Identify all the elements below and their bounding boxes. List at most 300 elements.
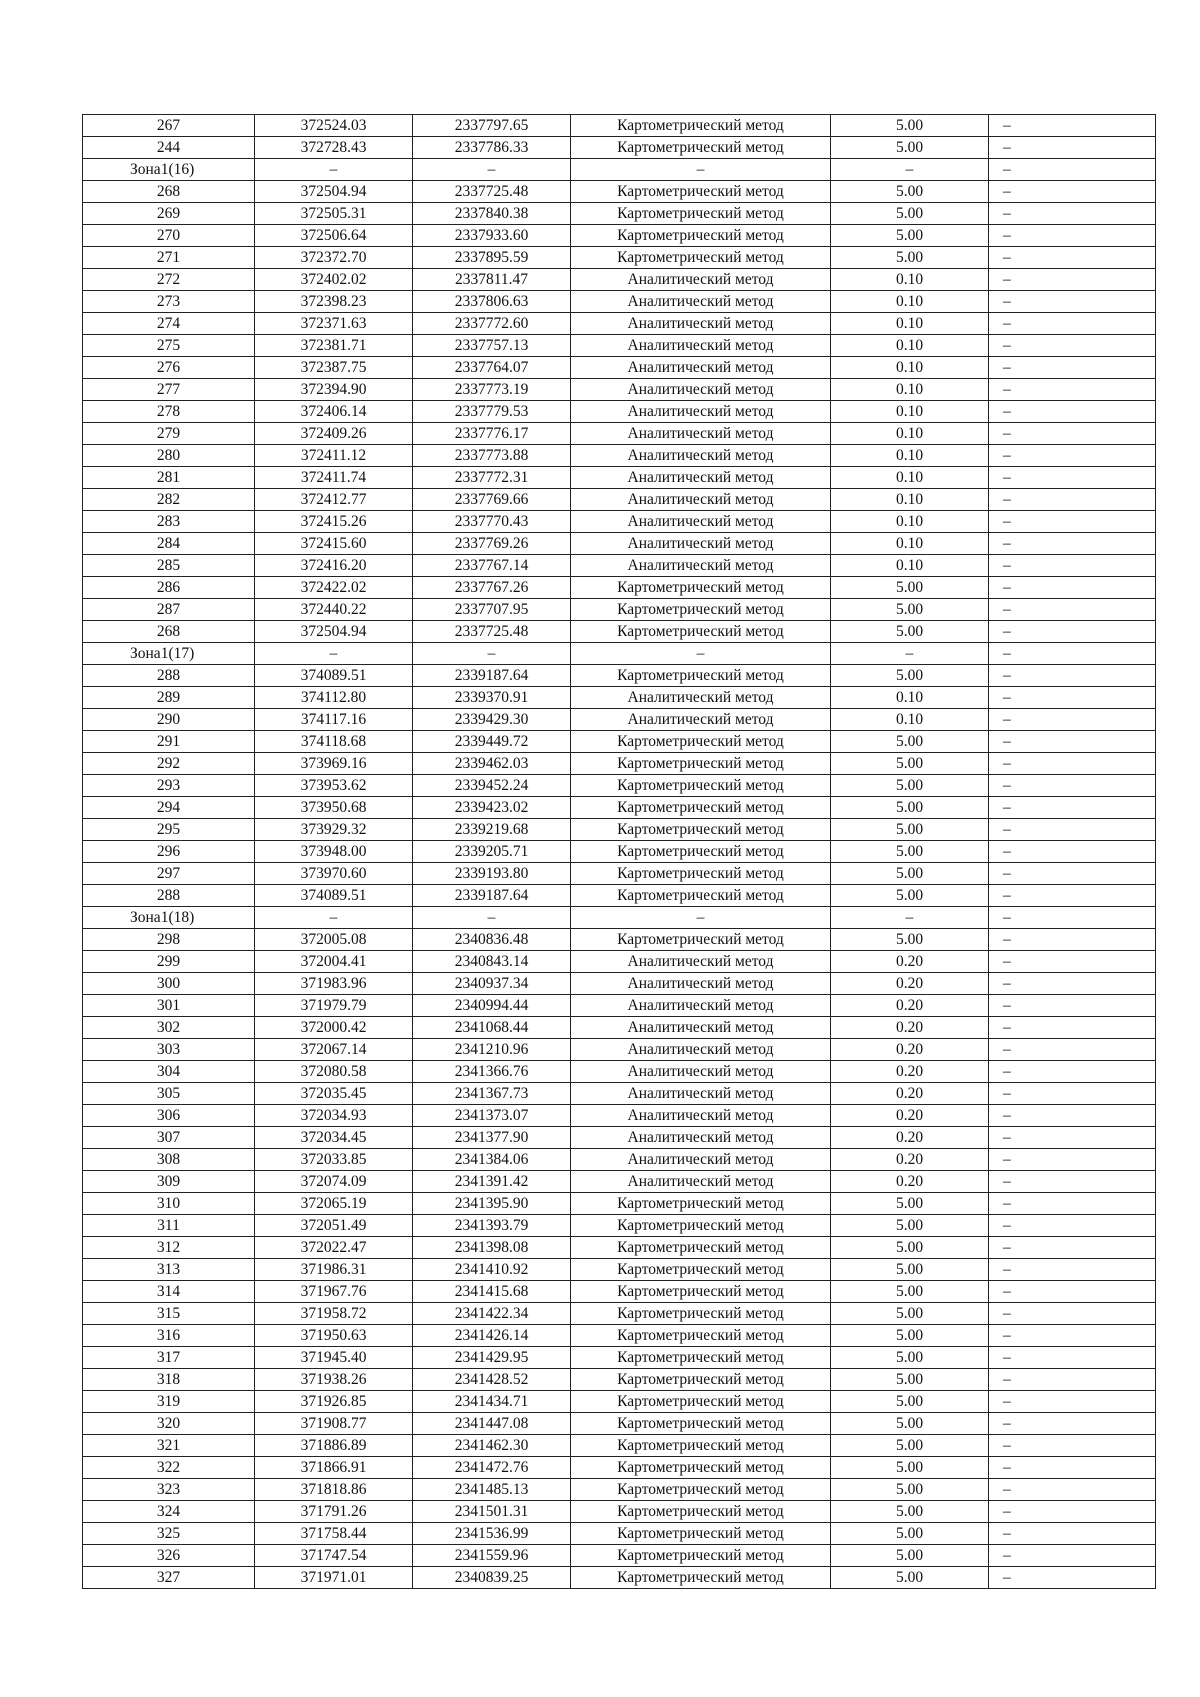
- method-cell: Аналитический метод: [571, 951, 831, 973]
- accuracy-cell: 5.00: [831, 1237, 989, 1259]
- description-cell: –: [989, 1215, 1156, 1237]
- x-coordinate-cell: 372415.26: [255, 511, 413, 533]
- accuracy-cell: 5.00: [831, 599, 989, 621]
- description-cell: –: [989, 1083, 1156, 1105]
- method-cell: Картометрический метод: [571, 1193, 831, 1215]
- point-number-cell: 274: [83, 313, 255, 335]
- table-row: [83, 1501, 1156, 1523]
- table-row: [83, 489, 1156, 511]
- table-row: [83, 797, 1156, 819]
- description-cell: –: [989, 313, 1156, 335]
- x-coordinate-cell: 372080.58: [255, 1061, 413, 1083]
- description-cell: –: [989, 929, 1156, 951]
- y-coordinate-cell: 2340836.48: [413, 929, 571, 951]
- description-cell: –: [989, 335, 1156, 357]
- point-number-cell: 317: [83, 1347, 255, 1369]
- method-cell: Аналитический метод: [571, 1017, 831, 1039]
- table-row: [83, 1391, 1156, 1413]
- x-coordinate-cell: 372372.70: [255, 247, 413, 269]
- method-cell: Картометрический метод: [571, 1259, 831, 1281]
- document-page: [82, 114, 1156, 1589]
- method-cell: Картометрический метод: [571, 1567, 831, 1589]
- point-number-cell: 312: [83, 1237, 255, 1259]
- x-coordinate-cell: 371747.54: [255, 1545, 413, 1567]
- point-number-cell: 277: [83, 379, 255, 401]
- x-coordinate-cell: 371926.85: [255, 1391, 413, 1413]
- method-cell: Аналитический метод: [571, 995, 831, 1017]
- table-row: [83, 621, 1156, 643]
- method-cell: Аналитический метод: [571, 555, 831, 577]
- y-coordinate-cell: 2341485.13: [413, 1479, 571, 1501]
- table-row: [83, 269, 1156, 291]
- x-coordinate-cell: 372005.08: [255, 929, 413, 951]
- accuracy-cell: 0.10: [831, 533, 989, 555]
- description-cell: –: [989, 1457, 1156, 1479]
- accuracy-cell: 0.10: [831, 401, 989, 423]
- table-row: [83, 181, 1156, 203]
- x-coordinate-cell: 371791.26: [255, 1501, 413, 1523]
- table-row: [83, 511, 1156, 533]
- method-cell: Аналитический метод: [571, 533, 831, 555]
- accuracy-cell: 0.20: [831, 1127, 989, 1149]
- point-number-cell: 310: [83, 1193, 255, 1215]
- method-cell: Картометрический метод: [571, 797, 831, 819]
- method-cell: Аналитический метод: [571, 269, 831, 291]
- accuracy-cell: 5.00: [831, 203, 989, 225]
- table-row: [83, 973, 1156, 995]
- point-number-cell: 290: [83, 709, 255, 731]
- y-coordinate-cell: 2337770.43: [413, 511, 571, 533]
- table-row: [83, 1523, 1156, 1545]
- accuracy-cell: 5.00: [831, 1413, 989, 1435]
- table-row: [83, 1545, 1156, 1567]
- accuracy-cell: 5.00: [831, 797, 989, 819]
- accuracy-cell: 5.00: [831, 137, 989, 159]
- table-row: [83, 665, 1156, 687]
- description-cell: –: [989, 819, 1156, 841]
- accuracy-cell: 5.00: [831, 1435, 989, 1457]
- method-cell: Аналитический метод: [571, 1039, 831, 1061]
- y-coordinate-cell: 2340839.25: [413, 1567, 571, 1589]
- description-cell: –: [989, 1479, 1156, 1501]
- point-number-cell: 300: [83, 973, 255, 995]
- point-number-cell: 270: [83, 225, 255, 247]
- x-coordinate-cell: 372422.02: [255, 577, 413, 599]
- x-coordinate-cell: 372728.43: [255, 137, 413, 159]
- accuracy-cell: 0.10: [831, 379, 989, 401]
- table-row: [83, 1369, 1156, 1391]
- point-number-cell: Зона1(18): [83, 907, 255, 929]
- x-coordinate-cell: –: [255, 159, 413, 181]
- description-cell: –: [989, 1303, 1156, 1325]
- x-coordinate-cell: 372004.41: [255, 951, 413, 973]
- y-coordinate-cell: 2337840.38: [413, 203, 571, 225]
- description-cell: –: [989, 247, 1156, 269]
- point-number-cell: 318: [83, 1369, 255, 1391]
- point-number-cell: 287: [83, 599, 255, 621]
- x-coordinate-cell: 372381.71: [255, 335, 413, 357]
- description-cell: –: [989, 1325, 1156, 1347]
- point-number-cell: 282: [83, 489, 255, 511]
- x-coordinate-cell: 371979.79: [255, 995, 413, 1017]
- accuracy-cell: 0.10: [831, 467, 989, 489]
- method-cell: Картометрический метод: [571, 1215, 831, 1237]
- x-coordinate-cell: 372440.22: [255, 599, 413, 621]
- method-cell: Картометрический метод: [571, 1347, 831, 1369]
- y-coordinate-cell: 2339462.03: [413, 753, 571, 775]
- table-body: [83, 115, 1156, 1589]
- description-cell: –: [989, 621, 1156, 643]
- table-row: [83, 1237, 1156, 1259]
- point-number-cell: 288: [83, 885, 255, 907]
- accuracy-cell: 0.10: [831, 313, 989, 335]
- accuracy-cell: 5.00: [831, 929, 989, 951]
- accuracy-cell: 5.00: [831, 1215, 989, 1237]
- y-coordinate-cell: 2339370.91: [413, 687, 571, 709]
- y-coordinate-cell: 2337776.17: [413, 423, 571, 445]
- y-coordinate-cell: 2337933.60: [413, 225, 571, 247]
- point-number-cell: 298: [83, 929, 255, 951]
- x-coordinate-cell: 372411.74: [255, 467, 413, 489]
- table-row: [83, 1171, 1156, 1193]
- description-cell: –: [989, 1545, 1156, 1567]
- y-coordinate-cell: 2337725.48: [413, 181, 571, 203]
- table-row: [83, 1193, 1156, 1215]
- table-row: [83, 819, 1156, 841]
- y-coordinate-cell: 2339193.80: [413, 863, 571, 885]
- method-cell: Картометрический метод: [571, 1457, 831, 1479]
- description-cell: –: [989, 225, 1156, 247]
- table-row: [83, 863, 1156, 885]
- x-coordinate-cell: 372065.19: [255, 1193, 413, 1215]
- table-row: [83, 533, 1156, 555]
- x-coordinate-cell: –: [255, 907, 413, 929]
- y-coordinate-cell: 2337786.33: [413, 137, 571, 159]
- y-coordinate-cell: 2341210.96: [413, 1039, 571, 1061]
- x-coordinate-cell: 373950.68: [255, 797, 413, 819]
- description-cell: –: [989, 533, 1156, 555]
- description-cell: –: [989, 423, 1156, 445]
- method-cell: Аналитический метод: [571, 313, 831, 335]
- method-cell: Аналитический метод: [571, 467, 831, 489]
- description-cell: –: [989, 687, 1156, 709]
- description-cell: –: [989, 401, 1156, 423]
- description-cell: –: [989, 1259, 1156, 1281]
- table-row: [83, 1127, 1156, 1149]
- accuracy-cell: 5.00: [831, 247, 989, 269]
- point-number-cell: 286: [83, 577, 255, 599]
- method-cell: Картометрический метод: [571, 863, 831, 885]
- accuracy-cell: 5.00: [831, 1193, 989, 1215]
- method-cell: Картометрический метод: [571, 1391, 831, 1413]
- accuracy-cell: 0.20: [831, 1171, 989, 1193]
- accuracy-cell: 5.00: [831, 819, 989, 841]
- x-coordinate-cell: 372406.14: [255, 401, 413, 423]
- description-cell: –: [989, 203, 1156, 225]
- y-coordinate-cell: 2337764.07: [413, 357, 571, 379]
- table-row: [83, 1061, 1156, 1083]
- point-number-cell: Зона1(16): [83, 159, 255, 181]
- description-cell: –: [989, 291, 1156, 313]
- table-row: [83, 335, 1156, 357]
- y-coordinate-cell: 2341393.79: [413, 1215, 571, 1237]
- accuracy-cell: 5.00: [831, 621, 989, 643]
- accuracy-cell: 0.10: [831, 423, 989, 445]
- method-cell: Аналитический метод: [571, 1061, 831, 1083]
- x-coordinate-cell: 372416.20: [255, 555, 413, 577]
- accuracy-cell: 0.10: [831, 709, 989, 731]
- point-number-cell: 289: [83, 687, 255, 709]
- method-cell: Картометрический метод: [571, 1435, 831, 1457]
- method-cell: –: [571, 159, 831, 181]
- y-coordinate-cell: 2337773.19: [413, 379, 571, 401]
- x-coordinate-cell: 372504.94: [255, 621, 413, 643]
- point-number-cell: 284: [83, 533, 255, 555]
- accuracy-cell: 5.00: [831, 1281, 989, 1303]
- method-cell: –: [571, 907, 831, 929]
- accuracy-cell: 0.10: [831, 555, 989, 577]
- x-coordinate-cell: 373929.32: [255, 819, 413, 841]
- description-cell: –: [989, 599, 1156, 621]
- table-row: [83, 203, 1156, 225]
- x-coordinate-cell: 372000.42: [255, 1017, 413, 1039]
- method-cell: Картометрический метод: [571, 775, 831, 797]
- accuracy-cell: 5.00: [831, 1523, 989, 1545]
- point-number-cell: 273: [83, 291, 255, 313]
- x-coordinate-cell: 371866.91: [255, 1457, 413, 1479]
- x-coordinate-cell: 371971.01: [255, 1567, 413, 1589]
- y-coordinate-cell: 2341462.30: [413, 1435, 571, 1457]
- point-number-cell: 316: [83, 1325, 255, 1347]
- description-cell: –: [989, 775, 1156, 797]
- x-coordinate-cell: 372034.93: [255, 1105, 413, 1127]
- accuracy-cell: 0.20: [831, 1039, 989, 1061]
- accuracy-cell: 0.10: [831, 511, 989, 533]
- point-number-cell: 313: [83, 1259, 255, 1281]
- method-cell: Картометрический метод: [571, 819, 831, 841]
- y-coordinate-cell: 2341395.90: [413, 1193, 571, 1215]
- x-coordinate-cell: 371958.72: [255, 1303, 413, 1325]
- accuracy-cell: 0.20: [831, 973, 989, 995]
- description-cell: –: [989, 1149, 1156, 1171]
- table-row: [83, 423, 1156, 445]
- description-cell: –: [989, 137, 1156, 159]
- point-number-cell: 288: [83, 665, 255, 687]
- accuracy-cell: 5.00: [831, 1567, 989, 1589]
- description-cell: –: [989, 1105, 1156, 1127]
- point-number-cell: 268: [83, 621, 255, 643]
- accuracy-cell: 0.20: [831, 951, 989, 973]
- description-cell: –: [989, 643, 1156, 665]
- x-coordinate-cell: 374117.16: [255, 709, 413, 731]
- zone-header-row: [83, 643, 1156, 665]
- y-coordinate-cell: 2337707.95: [413, 599, 571, 621]
- method-cell: Картометрический метод: [571, 137, 831, 159]
- y-coordinate-cell: 2341429.95: [413, 1347, 571, 1369]
- method-cell: Картометрический метод: [571, 1303, 831, 1325]
- description-cell: –: [989, 1391, 1156, 1413]
- point-number-cell: 294: [83, 797, 255, 819]
- method-cell: Картометрический метод: [571, 753, 831, 775]
- point-number-cell: 292: [83, 753, 255, 775]
- x-coordinate-cell: 372409.26: [255, 423, 413, 445]
- y-coordinate-cell: 2339452.24: [413, 775, 571, 797]
- point-number-cell: 283: [83, 511, 255, 533]
- description-cell: –: [989, 1523, 1156, 1545]
- x-coordinate-cell: 372398.23: [255, 291, 413, 313]
- description-cell: –: [989, 379, 1156, 401]
- y-coordinate-cell: 2341426.14: [413, 1325, 571, 1347]
- accuracy-cell: –: [831, 907, 989, 929]
- accuracy-cell: 5.00: [831, 863, 989, 885]
- x-coordinate-cell: 371950.63: [255, 1325, 413, 1347]
- table-row: [83, 1413, 1156, 1435]
- point-number-cell: 280: [83, 445, 255, 467]
- point-number-cell: 304: [83, 1061, 255, 1083]
- method-cell: Картометрический метод: [571, 841, 831, 863]
- y-coordinate-cell: 2337725.48: [413, 621, 571, 643]
- point-number-cell: 295: [83, 819, 255, 841]
- table-row: [83, 291, 1156, 313]
- y-coordinate-cell: 2337895.59: [413, 247, 571, 269]
- method-cell: Аналитический метод: [571, 489, 831, 511]
- description-cell: –: [989, 1281, 1156, 1303]
- accuracy-cell: 5.00: [831, 841, 989, 863]
- method-cell: Аналитический метод: [571, 1171, 831, 1193]
- description-cell: –: [989, 1369, 1156, 1391]
- point-number-cell: 291: [83, 731, 255, 753]
- description-cell: –: [989, 445, 1156, 467]
- y-coordinate-cell: 2337811.47: [413, 269, 571, 291]
- x-coordinate-cell: 373948.00: [255, 841, 413, 863]
- accuracy-cell: 5.00: [831, 225, 989, 247]
- description-cell: –: [989, 467, 1156, 489]
- point-number-cell: 271: [83, 247, 255, 269]
- x-coordinate-cell: 372033.85: [255, 1149, 413, 1171]
- description-cell: –: [989, 1127, 1156, 1149]
- table-row: [83, 709, 1156, 731]
- y-coordinate-cell: 2341422.34: [413, 1303, 571, 1325]
- accuracy-cell: 5.00: [831, 577, 989, 599]
- accuracy-cell: 5.00: [831, 1457, 989, 1479]
- point-number-cell: 272: [83, 269, 255, 291]
- table-row: [83, 1567, 1156, 1589]
- description-cell: –: [989, 907, 1156, 929]
- accuracy-cell: 5.00: [831, 665, 989, 687]
- x-coordinate-cell: 373953.62: [255, 775, 413, 797]
- table-row: [83, 137, 1156, 159]
- description-cell: –: [989, 731, 1156, 753]
- point-number-cell: 275: [83, 335, 255, 357]
- description-cell: –: [989, 1435, 1156, 1457]
- y-coordinate-cell: 2339423.02: [413, 797, 571, 819]
- point-number-cell: 309: [83, 1171, 255, 1193]
- description-cell: –: [989, 115, 1156, 137]
- point-number-cell: 315: [83, 1303, 255, 1325]
- description-cell: –: [989, 709, 1156, 731]
- y-coordinate-cell: 2337772.60: [413, 313, 571, 335]
- method-cell: Картометрический метод: [571, 1369, 831, 1391]
- y-coordinate-cell: 2341366.76: [413, 1061, 571, 1083]
- point-number-cell: Зона1(17): [83, 643, 255, 665]
- y-coordinate-cell: –: [413, 159, 571, 181]
- x-coordinate-cell: 372506.64: [255, 225, 413, 247]
- description-cell: –: [989, 1017, 1156, 1039]
- y-coordinate-cell: 2339219.68: [413, 819, 571, 841]
- y-coordinate-cell: 2337757.13: [413, 335, 571, 357]
- method-cell: Картометрический метод: [571, 1479, 831, 1501]
- x-coordinate-cell: 374089.51: [255, 885, 413, 907]
- point-number-cell: 301: [83, 995, 255, 1017]
- method-cell: Аналитический метод: [571, 511, 831, 533]
- description-cell: –: [989, 951, 1156, 973]
- y-coordinate-cell: 2337767.26: [413, 577, 571, 599]
- y-coordinate-cell: 2340994.44: [413, 995, 571, 1017]
- point-number-cell: 306: [83, 1105, 255, 1127]
- method-cell: Картометрический метод: [571, 731, 831, 753]
- description-cell: –: [989, 665, 1156, 687]
- y-coordinate-cell: 2341559.96: [413, 1545, 571, 1567]
- method-cell: Картометрический метод: [571, 665, 831, 687]
- method-cell: Картометрический метод: [571, 1501, 831, 1523]
- description-cell: –: [989, 159, 1156, 181]
- method-cell: Аналитический метод: [571, 357, 831, 379]
- y-coordinate-cell: 2337797.65: [413, 115, 571, 137]
- accuracy-cell: 0.10: [831, 445, 989, 467]
- x-coordinate-cell: 373969.16: [255, 753, 413, 775]
- point-number-cell: 293: [83, 775, 255, 797]
- table-row: [83, 1083, 1156, 1105]
- x-coordinate-cell: 373970.60: [255, 863, 413, 885]
- point-number-cell: 244: [83, 137, 255, 159]
- accuracy-cell: 0.20: [831, 1083, 989, 1105]
- method-cell: –: [571, 643, 831, 665]
- accuracy-cell: 0.10: [831, 269, 989, 291]
- method-cell: Картометрический метод: [571, 115, 831, 137]
- method-cell: Картометрический метод: [571, 225, 831, 247]
- y-coordinate-cell: 2337769.26: [413, 533, 571, 555]
- point-number-cell: 319: [83, 1391, 255, 1413]
- x-coordinate-cell: 372504.94: [255, 181, 413, 203]
- method-cell: Аналитический метод: [571, 445, 831, 467]
- point-number-cell: 320: [83, 1413, 255, 1435]
- table-row: [83, 445, 1156, 467]
- table-row: [83, 1435, 1156, 1457]
- x-coordinate-cell: 371886.89: [255, 1435, 413, 1457]
- point-number-cell: 296: [83, 841, 255, 863]
- x-coordinate-cell: 372371.63: [255, 313, 413, 335]
- x-coordinate-cell: 372035.45: [255, 1083, 413, 1105]
- y-coordinate-cell: –: [413, 907, 571, 929]
- method-cell: Картометрический метод: [571, 599, 831, 621]
- description-cell: –: [989, 1061, 1156, 1083]
- description-cell: –: [989, 841, 1156, 863]
- x-coordinate-cell: 374112.80: [255, 687, 413, 709]
- description-cell: –: [989, 885, 1156, 907]
- method-cell: Аналитический метод: [571, 401, 831, 423]
- accuracy-cell: 5.00: [831, 1303, 989, 1325]
- method-cell: Картометрический метод: [571, 247, 831, 269]
- table-row: [83, 731, 1156, 753]
- accuracy-cell: 0.10: [831, 489, 989, 511]
- accuracy-cell: 5.00: [831, 775, 989, 797]
- y-coordinate-cell: 2337806.63: [413, 291, 571, 313]
- x-coordinate-cell: 372074.09: [255, 1171, 413, 1193]
- y-coordinate-cell: 2339187.64: [413, 665, 571, 687]
- point-number-cell: 307: [83, 1127, 255, 1149]
- x-coordinate-cell: 371983.96: [255, 973, 413, 995]
- table-row: [83, 225, 1156, 247]
